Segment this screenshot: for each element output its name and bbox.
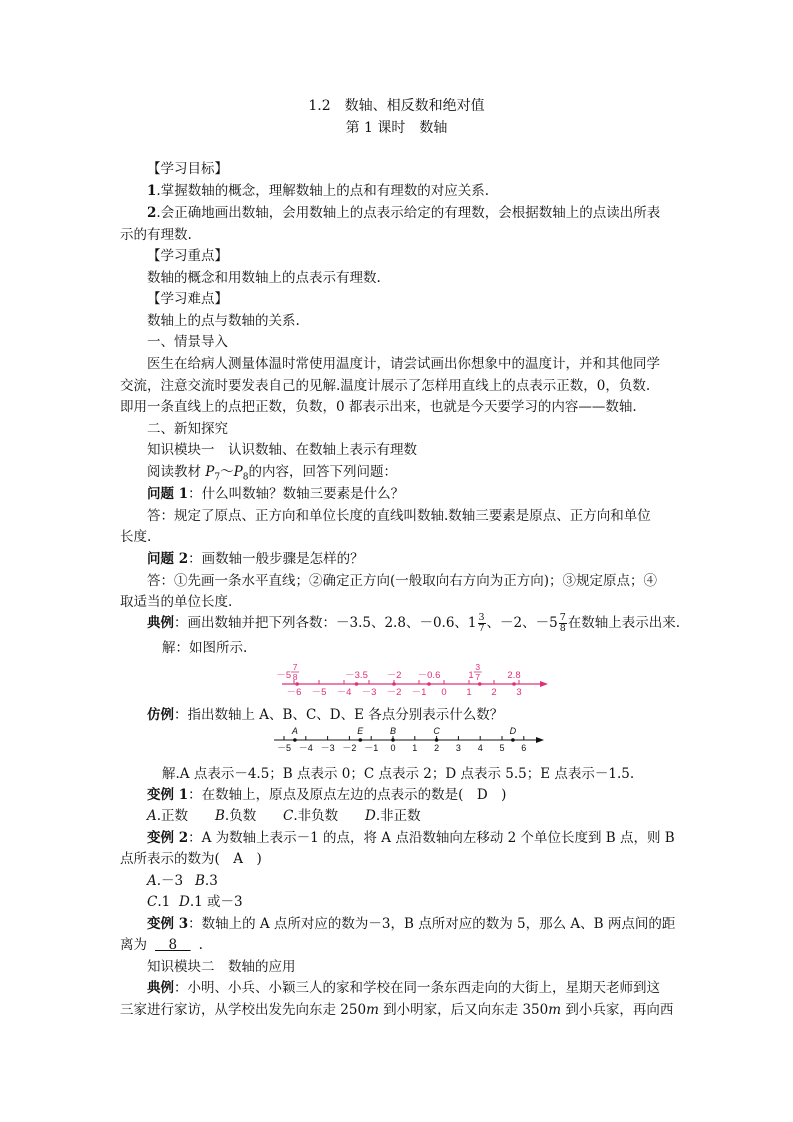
number-line-2: [268, 724, 548, 756]
nl1-point-label: －5: [276, 670, 292, 681]
goal-item-2-number: 2: [147, 205, 157, 221]
question-1: 问题 1：什么叫数轴？数轴三要素是什么？: [147, 486, 405, 502]
nl1-point: [478, 682, 482, 686]
section1-para-line1: 医生在给病人测量体温时常使用温度计，请尝试画出你想象中的温度计，并和其他同学: [147, 356, 660, 372]
variant-1-options: [147, 806, 421, 826]
goal-item-1-text: .掌握数轴的概念，理解数轴上的点和有理数的对应关系.: [156, 183, 489, 199]
nl2-tick-label: －4: [298, 743, 313, 753]
variant-1-option-b: B.负数: [215, 808, 257, 824]
nl2-point-b: [391, 738, 395, 742]
variant-2-option-c: C.1: [147, 894, 171, 910]
nl2-point-label: E: [357, 726, 364, 736]
number-line-1: [270, 656, 560, 702]
variant-3: 变例 3：数轴上的 A 点所对应的数为－3，B 点所对应的数为 5，那么 A、B 两点间的距: [147, 916, 676, 932]
variant-1-option-a: A.正数: [147, 808, 189, 824]
nl1-tick-label: 2: [491, 687, 497, 698]
nl1-point-label: －0.6: [417, 670, 441, 681]
nl2-tick-label: 6: [521, 743, 527, 753]
number-line-1-arrow: [540, 681, 548, 687]
nl1-frac-den: 8: [292, 672, 298, 682]
nl2-tick-label: 4: [477, 743, 483, 753]
answer-1-line1: 答：规定了原点、正方向和单位长度的直线叫数轴.数轴三要素是原点、正方向和单位: [147, 508, 651, 524]
variant-2-option-d: D.1 或－3: [179, 894, 243, 910]
nl2-point-label: B: [389, 726, 397, 736]
variant-3-answer-blank: 8: [155, 937, 191, 953]
variant-1-option-d: D.非正数: [365, 808, 421, 824]
question-2: 问题 2：画数轴一般步骤是怎样的？: [147, 551, 364, 567]
nl2-tick-label: 3: [455, 743, 461, 753]
answer-1-line2: 长度.: [120, 529, 152, 545]
nl1-point: [392, 682, 396, 686]
nl1-tick-label: －5: [311, 687, 327, 698]
nl2-point-label: A: [291, 726, 298, 736]
variant-2-option-a: A.－3: [147, 873, 184, 889]
imitation-answer: 解.A 点表示－4.5；B 点表示 0；C 点表示 2；D 点表示 5.5；E 点表示－1.5.: [162, 766, 635, 782]
fraction-7-8: $\frac{7}{8}$: [559, 612, 566, 634]
nl2-point-c: [435, 738, 439, 742]
nl2-tick-label: －2: [342, 743, 357, 753]
imitation-example: 仿例：指出数轴上 A、B、C、D、E 各点分别表示什么数？: [147, 707, 504, 723]
nl1-point-label: －2: [386, 670, 402, 681]
goal-item-2-text: .会正确地画出数轴，会用数轴上的点表示给定的有理数，会根据数轴上的点读出所表: [156, 205, 661, 221]
nl2-point-label: C: [433, 726, 440, 736]
variant-3-cont: 离为 8 .: [120, 937, 203, 953]
module2-example: 典例：小明、小兵、小颖三人的家和学校在同一条东西走向的大街上，星期天老师到这: [147, 980, 660, 996]
section1-para-line2: 交流，注意交流时要发表自己的见解.温度计展示了怎样用直线上的点表示正数，0，负数.: [120, 378, 651, 394]
nl2-tick-label: 2: [434, 743, 440, 753]
focus-text: 数轴的概念和用数轴上的点表示有理数.: [147, 270, 381, 286]
nl2-tick-label: －3: [320, 743, 335, 753]
nl2-point-a: [293, 738, 297, 742]
goal-item-2-cont: 示的有理数.: [120, 227, 192, 243]
nl1-frac-num: 3: [475, 662, 481, 672]
example-1-solution: 解：如图所示.: [162, 640, 248, 656]
reading-instruction: 阅读教材 $P_7\sim P_8$的内容，回答下列问题：: [147, 464, 397, 483]
nl1-point-label: 2.8: [507, 670, 521, 681]
variant-2-options-cd: [147, 892, 243, 912]
answer-2-line1: 答：①先画一条水平直线；②确定正方向(一般取向右方向为正方向)；③规定原点；④: [147, 573, 658, 589]
nl1-point: [355, 682, 359, 686]
nl1-tick-label: －6: [286, 687, 302, 698]
goal-item-2: [147, 203, 660, 223]
nl2-point-label: D: [509, 726, 517, 736]
variant-2-options-ab: [147, 871, 218, 891]
variant-2-option-b: B.3: [195, 873, 218, 889]
number-line-2-arrow: [536, 737, 544, 743]
variant-1-option-c: C.非负数: [283, 808, 339, 824]
nl1-point: [427, 682, 431, 686]
answer-2-line2: 取适当的单位长度.: [120, 594, 233, 610]
goal-item-1: [147, 181, 489, 201]
module2-heading: 知识模块二 数轴的应用: [147, 959, 296, 975]
nl1-tick-label: －1: [411, 687, 427, 698]
nl1-tick-label: 0: [441, 687, 447, 698]
nl1-tick-label: －2: [386, 687, 402, 698]
goal-item-1-number: 1: [147, 183, 157, 199]
difficulty-text: 数轴上的点与数轴的关系.: [147, 313, 300, 329]
nl1-point: [295, 682, 299, 686]
nl2-tick-label: 1: [412, 743, 418, 753]
nl1-tick-label: 1: [466, 687, 472, 698]
difficulty-heading: 【学习难点】: [147, 291, 228, 307]
nl1-point: [512, 682, 516, 686]
fraction-3-7: $\frac{3}{7}$: [478, 612, 485, 634]
nl2-tick-label: 5: [499, 743, 505, 753]
nl1-point-label: －3.5: [345, 670, 368, 681]
module2-example-cont: 三家进行家访，从学校出发先向东走 250m 到小明家，后又向东走 350m 到小兵家，再向西: [120, 1002, 674, 1018]
variant-2: 变例 2：A 为数轴上表示－1 的点，将 A 点沿数轴向左移动 2 个单位长度到 B 点，则 B: [147, 830, 675, 846]
variant-1: 变例 1：在数轴上，原点及原点左边的点表示的数是( D ): [147, 787, 507, 803]
nl2-tick-label: －5: [276, 743, 292, 753]
focus-heading: 【学习重点】: [147, 248, 228, 264]
variant-2-cont: 点所表示的数为( A ): [120, 851, 262, 867]
nl1-tick-label: 3: [516, 687, 522, 698]
nl2-tick-label: 0: [390, 743, 396, 753]
nl2-point-e: [359, 738, 363, 742]
nl1-tick-label: －4: [336, 687, 352, 698]
nl1-tick-label: －3: [361, 687, 377, 698]
nl1-frac-den: 7: [475, 672, 481, 682]
section1-heading: 一、情景导入: [147, 334, 228, 350]
goals-heading: 【学习目标】: [147, 161, 228, 177]
page-subtitle: 第 1 课时 数轴: [345, 120, 448, 136]
module1-heading: 知识模块一 认识数轴、在数轴上表示有理数: [147, 442, 417, 458]
nl2-point-d: [511, 738, 515, 742]
page-title: 1.2 数轴、相反数和绝对值: [308, 98, 485, 114]
example-1: 典例：画出数轴并把下列各数：－3.5、2.8、－0.6、1 $\frac{3}{7}$ 、－2、－5 $\frac{7}{8}$ 在数轴上表示出来.: [147, 612, 681, 634]
nl2-tick-label: －1: [364, 743, 379, 753]
nl1-frac-num: 7: [292, 662, 298, 672]
section1-para-line3: 即用一条直线上的点把正数，负数，0 都表示出来，也就是今天要学习的内容——数轴.: [120, 399, 637, 415]
nl1-point-label: 1: [468, 670, 474, 681]
section2-heading: 二、新知探究: [147, 421, 228, 437]
